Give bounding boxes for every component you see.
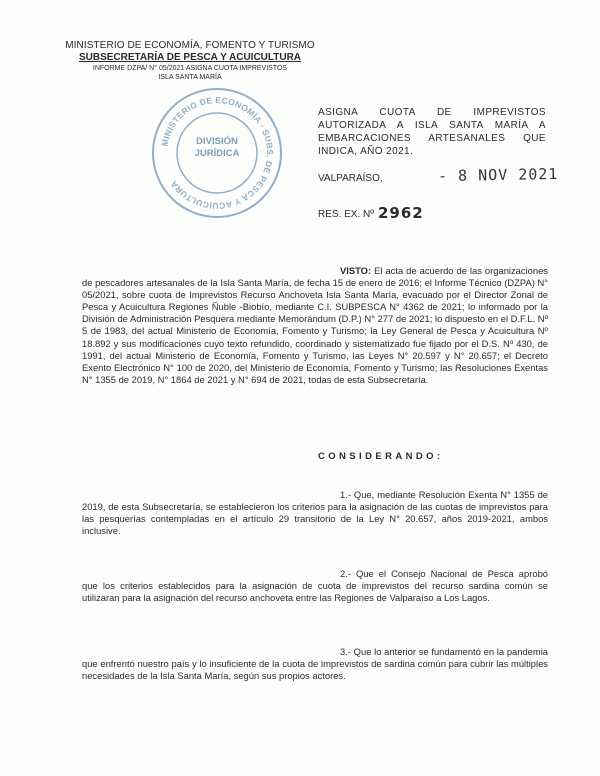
stamp-line-juridica: JURÍDICA — [194, 148, 240, 159]
undersecretariat-name: SUBSECRETARÍA DE PESCA Y ACUICULTURA — [78, 52, 302, 63]
stamp-center — [176, 136, 258, 160]
ministry-name: MINISTERIO DE ECONOMÍA, FOMENTO Y TURISMO — [65, 40, 315, 51]
considerando-item: 3.- Que lo anterior se fundamentó en la pandemia que enfrentó nuestro país y lo insuficiente de la cuota de imprevistos de sardina común para cubrir las múltiples necesidades de la Isla Santa María, según sus propios actores. — [82, 646, 548, 682]
letterhead — [60, 40, 320, 82]
place: VALPARAÍSO, — [318, 173, 383, 184]
stamp-ring-text: MINISTERIO DE ECONOMÍA - SUBS. DE PESCA Y ACUICULTURA — [159, 94, 276, 212]
considerando-heading: CONSIDERANDO: — [318, 451, 444, 462]
considerando-item: 1.- Que, mediante Resolución Exenta N° 1355 de 2019, de esta Subsecretaría, se establecieron los criterios para la asignación de las cuotas de imprevistos para las pesquerías contempladas en el artículo 29 transitorio de la Ley N° 20.657, años 2019-2021, ambos inclusive. — [82, 489, 548, 537]
visto-paragraph — [82, 265, 548, 386]
visto-text: El acta de acuerdo de las organizaciones de pescadores artesanales de la Isla Santa María, de fecha 15 de enero de 2016; el Informe Técnico (DZPA) N° 05/2021, sobre cuota de Imprevistos Recurso Anchoveta Isla Santa María, evacuado por el Director Zonal de Pesca y Acuicultura Regiones Ñuble -Biobío, mediante C.I. SUBPESCA N° 4362 de 2021; lo informado por la División de Administración Pesquera mediante Memorándum (D.P.) N° 277 de 2021; lo dispuesto en el D.F.L. Nº 5 de 1983, del actual Ministerio de Economía, Fomento y Turismo; la Ley General de Pesca y Acuicultura Nº 18.892 y sus modificaciones cuyo texto refundido, coordinado y sistematizado fue fijado por el D.S. Nº 430, de 1991, del actual Ministerio de Economía, Fomento y Turismo, las Leyes N° 20.597 y N° 20.657; el Decreto Exento Electrónico N° 100 de 2020, del Ministerio de Economía, Fomento y Turismo; las Resoluciones Exentas N° 1355 de 2019, N° 1864 de 2021 y N° 694 de 2021, todas de esta Subsecretaría. — [82, 265, 548, 385]
date-stamp: - 8 NOV 2021 — [437, 164, 559, 186]
stamp-line-division: DIVISIÓN — [196, 136, 238, 147]
considerando-item: 2.- Que el Consejo Nacional de Pesca aprobó que los criterios establecidos para la asignación de cuota de imprevistos del recurso sardina común se utilizaran para la asignación del recurso anchoveta entre las Regiones de Valparaíso a Los Lagos. — [82, 568, 548, 604]
division-stamp — [152, 88, 282, 218]
resolution-number: 2962 — [378, 204, 424, 222]
resolution-label: RES. EX. Nº — [318, 209, 374, 220]
report-reference: INFORME DZPA/ N° 05/2021 ASIGNA CUOTA IMPREVISTOS — [92, 65, 288, 72]
report-place: ISLA SANTA MARÍA — [158, 74, 222, 81]
visto-label: VISTO: — [340, 265, 372, 276]
document-subject: ASIGNA CUOTA DE IMPREVISTOS AUTORIZADA A ISLA SANTA MARÍA A EMBARCACIONES ARTESANALES QUE INDICA, AÑO 2021. — [318, 107, 546, 157]
